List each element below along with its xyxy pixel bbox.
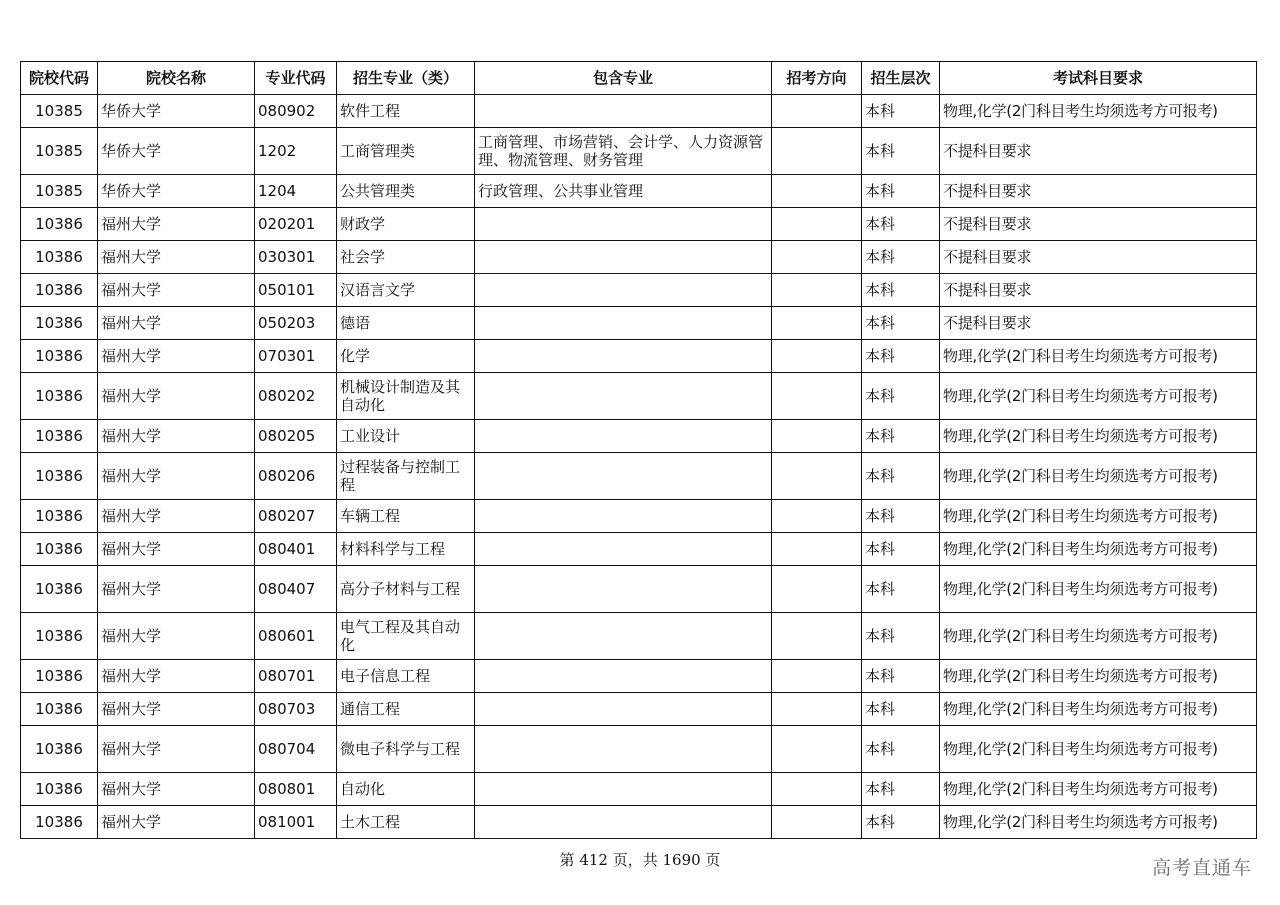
table-row <box>21 693 1257 726</box>
cell-subject-requirement: 物理,化学(2门科目考生均须选考方可报考) <box>940 773 1257 806</box>
cell-major-code: 080407 <box>255 566 337 613</box>
cell-included-majors <box>475 307 772 340</box>
table-row <box>21 208 1257 241</box>
cell-level: 本科 <box>862 340 940 373</box>
table-body <box>21 95 1257 839</box>
cell-major-code: 1202 <box>255 128 337 175</box>
table-row <box>21 453 1257 500</box>
cell-subject-requirement: 物理,化学(2门科目考生均须选考方可报考) <box>940 726 1257 773</box>
table-row <box>21 533 1257 566</box>
cell-school-name: 福州大学 <box>98 806 255 839</box>
cell-direction <box>772 453 862 500</box>
cell-major-code: 080801 <box>255 773 337 806</box>
cell-level: 本科 <box>862 420 940 453</box>
cell-included-majors <box>475 500 772 533</box>
cell-school-name: 福州大学 <box>98 208 255 241</box>
cell-major: 公共管理类 <box>337 175 475 208</box>
cell-subject-requirement: 不提科目要求 <box>940 128 1257 175</box>
cell-direction <box>772 500 862 533</box>
cell-included-majors: 行政管理、公共事业管理 <box>475 175 772 208</box>
cell-subject-requirement: 物理,化学(2门科目考生均须选考方可报考) <box>940 453 1257 500</box>
cell-direction <box>772 773 862 806</box>
cell-school-name: 福州大学 <box>98 453 255 500</box>
cell-school-code: 10386 <box>21 726 98 773</box>
cell-included-majors <box>475 95 772 128</box>
admission-table <box>20 61 1257 839</box>
cell-major: 电子信息工程 <box>337 660 475 693</box>
cell-school-code: 10385 <box>21 95 98 128</box>
cell-major: 软件工程 <box>337 95 475 128</box>
cell-school-name: 福州大学 <box>98 613 255 660</box>
cell-subject-requirement: 物理,化学(2门科目考生均须选考方可报考) <box>940 533 1257 566</box>
cell-direction <box>772 241 862 274</box>
cell-school-name: 福州大学 <box>98 500 255 533</box>
cell-major: 过程装备与控制工程 <box>337 453 475 500</box>
cell-subject-requirement: 物理,化学(2门科目考生均须选考方可报考) <box>940 420 1257 453</box>
cell-school-name: 福州大学 <box>98 533 255 566</box>
cell-school-code: 10386 <box>21 373 98 420</box>
table-header-row <box>21 62 1257 95</box>
cell-included-majors <box>475 806 772 839</box>
cell-school-name: 福州大学 <box>98 420 255 453</box>
cell-subject-requirement: 物理,化学(2门科目考生均须选考方可报考) <box>940 693 1257 726</box>
cell-major: 自动化 <box>337 773 475 806</box>
cell-subject-requirement: 物理,化学(2门科目考生均须选考方可报考) <box>940 373 1257 420</box>
cell-major-code: 080703 <box>255 693 337 726</box>
cell-school-name: 福州大学 <box>98 773 255 806</box>
cell-school-code: 10386 <box>21 453 98 500</box>
cell-level: 本科 <box>862 175 940 208</box>
cell-major: 财政学 <box>337 208 475 241</box>
cell-school-name: 福州大学 <box>98 566 255 613</box>
cell-school-name: 福州大学 <box>98 274 255 307</box>
cell-major-code: 080207 <box>255 500 337 533</box>
cell-included-majors <box>475 566 772 613</box>
cell-level: 本科 <box>862 307 940 340</box>
cell-included-majors <box>475 373 772 420</box>
cell-major-code: 1204 <box>255 175 337 208</box>
cell-subject-requirement: 物理,化学(2门科目考生均须选考方可报考) <box>940 500 1257 533</box>
cell-included-majors <box>475 241 772 274</box>
cell-school-code: 10386 <box>21 274 98 307</box>
cell-subject-requirement: 物理,化学(2门科目考生均须选考方可报考) <box>940 566 1257 613</box>
cell-direction <box>772 373 862 420</box>
table-row <box>21 726 1257 773</box>
header-included-majors: 包含专业 <box>475 62 772 95</box>
cell-major-code: 050203 <box>255 307 337 340</box>
cell-level: 本科 <box>862 773 940 806</box>
cell-school-name: 福州大学 <box>98 726 255 773</box>
table-row <box>21 128 1257 175</box>
cell-direction <box>772 660 862 693</box>
table-row <box>21 340 1257 373</box>
header-school-name: 院校名称 <box>98 62 255 95</box>
cell-major-code: 080601 <box>255 613 337 660</box>
cell-level: 本科 <box>862 453 940 500</box>
cell-major-code: 080704 <box>255 726 337 773</box>
cell-level: 本科 <box>862 566 940 613</box>
cell-subject-requirement: 物理,化学(2门科目考生均须选考方可报考) <box>940 613 1257 660</box>
cell-school-name: 福州大学 <box>98 340 255 373</box>
cell-school-name: 华侨大学 <box>98 175 255 208</box>
cell-school-name: 福州大学 <box>98 373 255 420</box>
cell-included-majors <box>475 613 772 660</box>
cell-major: 工业设计 <box>337 420 475 453</box>
cell-major: 微电子科学与工程 <box>337 726 475 773</box>
cell-major-code: 080205 <box>255 420 337 453</box>
cell-major: 社会学 <box>337 241 475 274</box>
cell-major: 工商管理类 <box>337 128 475 175</box>
cell-major-code: 020201 <box>255 208 337 241</box>
cell-major-code: 080401 <box>255 533 337 566</box>
cell-school-code: 10386 <box>21 533 98 566</box>
header-subject-requirement: 考试科目要求 <box>940 62 1257 95</box>
cell-school-name: 华侨大学 <box>98 95 255 128</box>
cell-major-code: 080206 <box>255 453 337 500</box>
cell-included-majors <box>475 773 772 806</box>
cell-level: 本科 <box>862 660 940 693</box>
header-school-code: 院校代码 <box>21 62 98 95</box>
cell-included-majors <box>475 660 772 693</box>
cell-level: 本科 <box>862 726 940 773</box>
cell-included-majors <box>475 274 772 307</box>
table-row <box>21 806 1257 839</box>
cell-level: 本科 <box>862 533 940 566</box>
cell-school-code: 10385 <box>21 175 98 208</box>
table-row <box>21 373 1257 420</box>
cell-level: 本科 <box>862 500 940 533</box>
cell-direction <box>772 340 862 373</box>
table-row <box>21 773 1257 806</box>
cell-school-code: 10386 <box>21 208 98 241</box>
cell-subject-requirement: 物理,化学(2门科目考生均须选考方可报考) <box>940 660 1257 693</box>
cell-level: 本科 <box>862 613 940 660</box>
cell-level: 本科 <box>862 128 940 175</box>
cell-subject-requirement: 不提科目要求 <box>940 241 1257 274</box>
header-direction: 招考方向 <box>772 62 862 95</box>
cell-subject-requirement: 不提科目要求 <box>940 307 1257 340</box>
cell-school-code: 10386 <box>21 806 98 839</box>
cell-school-code: 10386 <box>21 307 98 340</box>
cell-school-name: 福州大学 <box>98 660 255 693</box>
cell-included-majors <box>475 726 772 773</box>
cell-major-code: 030301 <box>255 241 337 274</box>
cell-major: 德语 <box>337 307 475 340</box>
cell-school-code: 10386 <box>21 500 98 533</box>
cell-subject-requirement: 不提科目要求 <box>940 274 1257 307</box>
cell-school-name: 福州大学 <box>98 241 255 274</box>
cell-included-majors <box>475 208 772 241</box>
cell-level: 本科 <box>862 208 940 241</box>
table-row <box>21 95 1257 128</box>
cell-school-code: 10386 <box>21 420 98 453</box>
cell-major: 化学 <box>337 340 475 373</box>
cell-direction <box>772 613 862 660</box>
table-row <box>21 566 1257 613</box>
table-row <box>21 175 1257 208</box>
cell-direction <box>772 307 862 340</box>
cell-direction <box>772 726 862 773</box>
watermark: 高考直通车 <box>1151 857 1252 879</box>
cell-level: 本科 <box>862 806 940 839</box>
cell-subject-requirement: 物理,化学(2门科目考生均须选考方可报考) <box>940 340 1257 373</box>
cell-subject-requirement: 不提科目要求 <box>940 208 1257 241</box>
header-level: 招生层次 <box>862 62 940 95</box>
cell-level: 本科 <box>862 241 940 274</box>
table-row <box>21 613 1257 660</box>
cell-major: 材料科学与工程 <box>337 533 475 566</box>
cell-major: 通信工程 <box>337 693 475 726</box>
cell-major: 机械设计制造及其自动化 <box>337 373 475 420</box>
cell-direction <box>772 175 862 208</box>
cell-school-name: 华侨大学 <box>98 128 255 175</box>
cell-direction <box>772 128 862 175</box>
cell-school-code: 10385 <box>21 128 98 175</box>
cell-subject-requirement: 物理,化学(2门科目考生均须选考方可报考) <box>940 806 1257 839</box>
cell-included-majors <box>475 420 772 453</box>
cell-major: 汉语言文学 <box>337 274 475 307</box>
cell-major-code: 080902 <box>255 95 337 128</box>
cell-school-code: 10386 <box>21 773 98 806</box>
cell-level: 本科 <box>862 274 940 307</box>
cell-direction <box>772 420 862 453</box>
cell-included-majors <box>475 693 772 726</box>
cell-direction <box>772 533 862 566</box>
cell-major-code: 080701 <box>255 660 337 693</box>
cell-major: 土木工程 <box>337 806 475 839</box>
table-row <box>21 660 1257 693</box>
cell-direction <box>772 693 862 726</box>
cell-level: 本科 <box>862 373 940 420</box>
table-row <box>21 500 1257 533</box>
cell-school-code: 10386 <box>21 566 98 613</box>
table-row <box>21 307 1257 340</box>
cell-school-code: 10386 <box>21 241 98 274</box>
cell-direction <box>772 806 862 839</box>
table-row <box>21 241 1257 274</box>
cell-included-majors <box>475 453 772 500</box>
cell-major-code: 050101 <box>255 274 337 307</box>
cell-school-name: 福州大学 <box>98 307 255 340</box>
cell-direction <box>772 274 862 307</box>
header-major: 招生专业（类） <box>337 62 475 95</box>
cell-included-majors: 工商管理、市场营销、会计学、人力资源管理、物流管理、财务管理 <box>475 128 772 175</box>
cell-major-code: 081001 <box>255 806 337 839</box>
cell-school-code: 10386 <box>21 613 98 660</box>
cell-level: 本科 <box>862 693 940 726</box>
table-row <box>21 420 1257 453</box>
cell-direction <box>772 208 862 241</box>
page-number: 第 412 页，共 1690 页 <box>559 851 721 869</box>
table-row <box>21 274 1257 307</box>
header-major-code: 专业代码 <box>255 62 337 95</box>
cell-school-name: 福州大学 <box>98 693 255 726</box>
cell-included-majors <box>475 533 772 566</box>
cell-major-code: 070301 <box>255 340 337 373</box>
cell-school-code: 10386 <box>21 693 98 726</box>
cell-included-majors <box>475 340 772 373</box>
cell-major: 车辆工程 <box>337 500 475 533</box>
cell-school-code: 10386 <box>21 660 98 693</box>
cell-major-code: 080202 <box>255 373 337 420</box>
cell-direction <box>772 566 862 613</box>
cell-level: 本科 <box>862 95 940 128</box>
cell-school-code: 10386 <box>21 340 98 373</box>
cell-direction <box>772 95 862 128</box>
cell-subject-requirement: 物理,化学(2门科目考生均须选考方可报考) <box>940 95 1257 128</box>
cell-major: 电气工程及其自动化 <box>337 613 475 660</box>
cell-subject-requirement: 不提科目要求 <box>940 175 1257 208</box>
cell-major: 高分子材料与工程 <box>337 566 475 613</box>
